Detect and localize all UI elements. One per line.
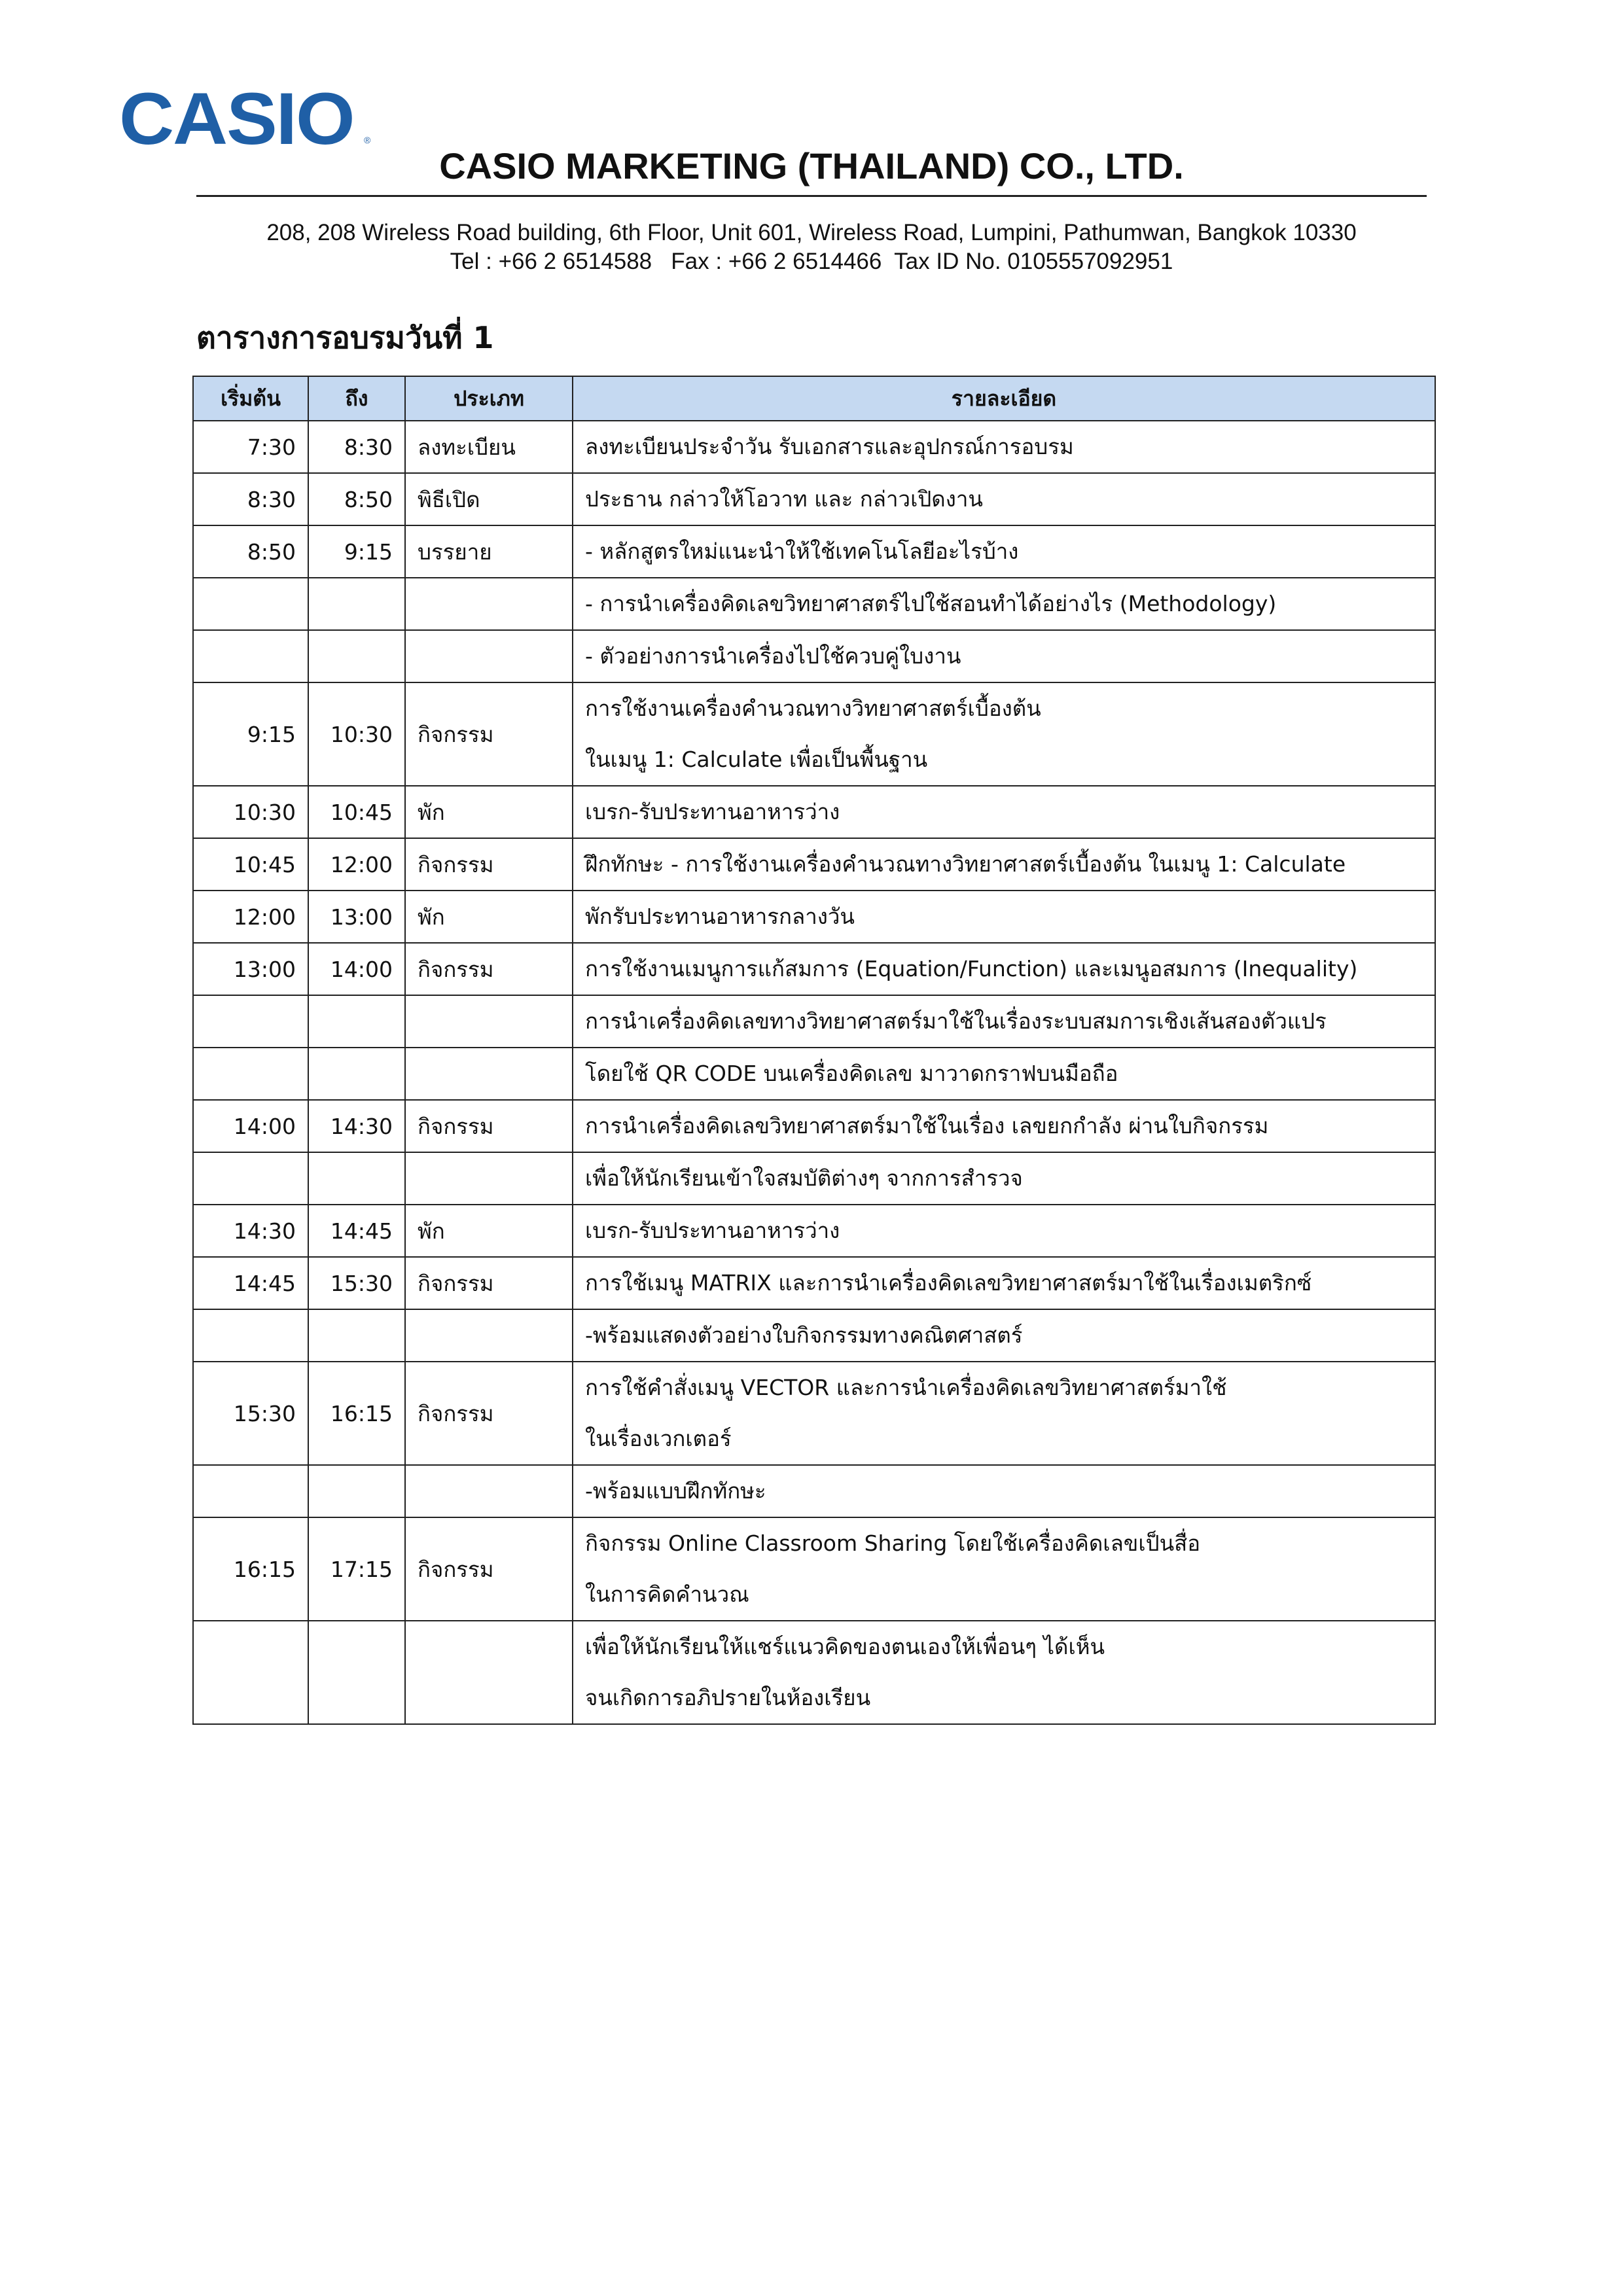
table-row xyxy=(193,682,1435,786)
detail-line: กิจกรรม Online Classroom Sharing โดยใช้เครื่องคิดเลขเป็นสื่อ xyxy=(585,1530,1201,1556)
table-row xyxy=(193,786,1435,838)
detail-line: การนำเครื่องคิดเลขวิทยาศาสตร์มาใช้ในเรื่อง เลขยกกำลัง ผ่านใบกิจกรรม xyxy=(585,1113,1269,1139)
table-row xyxy=(193,1100,1435,1152)
table-row xyxy=(193,995,1435,1048)
cell-end-time xyxy=(308,630,405,682)
cell-type xyxy=(405,995,573,1048)
detail-line: - การนำเครื่องคิดเลขวิทยาศาสตร์ไปใช้สอนทำได้อย่างไร (Methodology) xyxy=(585,591,1277,616)
detail-line: โดยใช้ QR CODE บนเครื่องคิดเลข มาวาดกราฟบนมือถือ xyxy=(585,1061,1118,1086)
cell-detail xyxy=(573,1362,1435,1465)
cell-type xyxy=(405,630,573,682)
cell-start-time xyxy=(193,578,308,630)
cell-end-time: 14:45 xyxy=(308,1205,405,1257)
cell-end-time xyxy=(308,1309,405,1362)
table-row xyxy=(193,1152,1435,1205)
detail-line: การใช้คำสั่งเมนู VECTOR และการนำเครื่องคิดเลขวิทยาศาสตร์มาใช้ xyxy=(585,1375,1227,1400)
cell-start-time: 8:50 xyxy=(193,525,308,578)
detail-line: จนเกิดการอภิปรายในห้องเรียน xyxy=(585,1685,871,1710)
header-divider xyxy=(196,195,1427,197)
cell-start-time: 14:45 xyxy=(193,1257,308,1309)
cell-type xyxy=(405,1152,573,1205)
cell-end-time xyxy=(308,1465,405,1517)
cell-start-time: 13:00 xyxy=(193,943,308,995)
cell-type: กิจกรรม xyxy=(405,1362,573,1465)
cell-type xyxy=(405,1621,573,1724)
cell-end-time: 14:00 xyxy=(308,943,405,995)
cell-detail xyxy=(573,1465,1435,1517)
detail-line: -พร้อมแสดงตัวอย่างใบกิจกรรมทางคณิตศาสตร์ xyxy=(585,1322,1023,1348)
cell-type: กิจกรรม xyxy=(405,943,573,995)
cell-end-time: 8:30 xyxy=(308,421,405,473)
cell-type: กิจกรรม xyxy=(405,1257,573,1309)
cell-detail xyxy=(573,1048,1435,1100)
cell-type: กิจกรรม xyxy=(405,682,573,786)
table-row xyxy=(193,1362,1435,1465)
table-row xyxy=(193,1257,1435,1309)
cell-end-time xyxy=(308,1048,405,1100)
detail-line: เบรก-รับประทานอาหารว่าง xyxy=(585,799,840,824)
table-row xyxy=(193,630,1435,682)
cell-detail xyxy=(573,421,1435,473)
cell-end-time: 10:30 xyxy=(308,682,405,786)
cell-start-time: 14:30 xyxy=(193,1205,308,1257)
detail-line: การใช้เมนู MATRIX และการนำเครื่องคิดเลขวิทยาศาสตร์มาใช้ในเรื่องเมตริกซ์ xyxy=(585,1270,1312,1296)
cell-detail xyxy=(573,786,1435,838)
detail-line: ประธาน กล่าวให้โอวาท และ กล่าวเปิดงาน xyxy=(585,486,983,512)
cell-end-time xyxy=(308,1621,405,1724)
table-row xyxy=(193,1621,1435,1724)
detail-line: ในเรื่องเวกเตอร์ xyxy=(585,1426,732,1451)
cell-type: พัก xyxy=(405,786,573,838)
column-header-type: ประเภท xyxy=(405,376,573,421)
cell-end-time: 16:15 xyxy=(308,1362,405,1465)
cell-end-time xyxy=(308,995,405,1048)
cell-type: กิจกรรม xyxy=(405,1517,573,1621)
cell-end-time: 10:45 xyxy=(308,786,405,838)
cell-type: บรรยาย xyxy=(405,525,573,578)
cell-start-time: 9:15 xyxy=(193,682,308,786)
cell-start-time: 14:00 xyxy=(193,1100,308,1152)
table-row xyxy=(193,1048,1435,1100)
cell-detail xyxy=(573,1621,1435,1724)
page-title: ตารางการอบรมวันที่ 1 xyxy=(196,320,494,355)
cell-start-time: 10:30 xyxy=(193,786,308,838)
casio-logo xyxy=(119,78,354,160)
detail-line: พักรับประทานอาหารกลางวัน xyxy=(585,904,855,929)
cell-start-time xyxy=(193,1152,308,1205)
company-contact: Tel : +66 2 6514588 Fax : +66 2 6514466 Tax ID No. 0105557092951 xyxy=(450,249,1173,274)
schedule-body xyxy=(193,421,1435,1724)
cell-start-time: 10:45 xyxy=(193,838,308,891)
cell-end-time xyxy=(308,1152,405,1205)
detail-line: -พร้อมแบบฝึกทักษะ xyxy=(585,1478,766,1504)
cell-end-time: 17:15 xyxy=(308,1517,405,1621)
cell-start-time xyxy=(193,1309,308,1362)
detail-line: ลงทะเบียนประจำวัน รับเอกสารและอุปกรณ์การอบรม xyxy=(585,434,1074,459)
cell-type xyxy=(405,1309,573,1362)
cell-type xyxy=(405,1048,573,1100)
detail-line: - ตัวอย่างการนำเครื่องไปใช้ควบคู่ใบงาน xyxy=(585,643,961,669)
cell-type: กิจกรรม xyxy=(405,838,573,891)
cell-type: พิธีเปิด xyxy=(405,473,573,525)
column-header-start: เริ่มต้น xyxy=(193,376,308,421)
column-header-detail: รายละเอียด xyxy=(573,376,1435,421)
table-row xyxy=(193,473,1435,525)
cell-detail xyxy=(573,1152,1435,1205)
cell-detail xyxy=(573,578,1435,630)
cell-start-time: 16:15 xyxy=(193,1517,308,1621)
detail-line: การใช้งานเมนูการแก้สมการ (Equation/Function) และเมนูอสมการ (Inequality) xyxy=(585,956,1358,981)
schedule-table xyxy=(192,376,1436,1725)
detail-line: ฝึกทักษะ - การใช้งานเครื่องคำนวณทางวิทยาศาสตร์เบื้องต้น ในเมนู 1: Calculate xyxy=(585,851,1346,877)
cell-start-time xyxy=(193,1621,308,1724)
cell-start-time xyxy=(193,1465,308,1517)
cell-end-time: 9:15 xyxy=(308,525,405,578)
cell-start-time: 15:30 xyxy=(193,1362,308,1465)
registered-mark: ® xyxy=(364,135,371,145)
cell-type: พัก xyxy=(405,1205,573,1257)
cell-detail xyxy=(573,943,1435,995)
detail-line: การใช้งานเครื่องคำนวณทางวิทยาศาสตร์เบื้องต้น xyxy=(585,696,1041,721)
cell-start-time xyxy=(193,1048,308,1100)
detail-line: ในการคิดคำนวณ xyxy=(585,1581,749,1607)
table-row xyxy=(193,943,1435,995)
cell-detail xyxy=(573,1100,1435,1152)
cell-detail xyxy=(573,630,1435,682)
detail-line: - หลักสูตรใหม่แนะนำให้ใช้เทคโนโลยีอะไรบ้าง xyxy=(585,539,1019,564)
cell-type xyxy=(405,1465,573,1517)
company-name: CASIO MARKETING (THAILAND) CO., LTD. xyxy=(439,145,1184,186)
table-row xyxy=(193,421,1435,473)
logo-text: CASIO xyxy=(119,78,354,160)
table-row xyxy=(193,1517,1435,1621)
table-row xyxy=(193,891,1435,943)
cell-type: พัก xyxy=(405,891,573,943)
detail-line: ในเมนู 1: Calculate เพื่อเป็นพื้นฐาน xyxy=(585,747,928,772)
cell-end-time xyxy=(308,578,405,630)
detail-line: เพื่อให้นักเรียนให้แชร์แนวคิดของตนเองให้เพื่อนๆ ได้เห็น xyxy=(585,1634,1105,1659)
cell-detail xyxy=(573,1517,1435,1621)
cell-detail xyxy=(573,1257,1435,1309)
cell-detail xyxy=(573,473,1435,525)
cell-detail xyxy=(573,995,1435,1048)
cell-end-time: 12:00 xyxy=(308,838,405,891)
cell-detail xyxy=(573,838,1435,891)
cell-detail xyxy=(573,1309,1435,1362)
cell-end-time: 8:50 xyxy=(308,473,405,525)
cell-detail xyxy=(573,525,1435,578)
table-row xyxy=(193,838,1435,891)
table-row xyxy=(193,578,1435,630)
cell-start-time xyxy=(193,995,308,1048)
detail-line: เพื่อให้นักเรียนเข้าใจสมบัติต่างๆ จากการสำรวจ xyxy=(585,1165,1023,1191)
cell-start-time: 12:00 xyxy=(193,891,308,943)
cell-type xyxy=(405,578,573,630)
cell-end-time: 14:30 xyxy=(308,1100,405,1152)
cell-type: กิจกรรม xyxy=(405,1100,573,1152)
table-row xyxy=(193,525,1435,578)
column-header-end: ถึง xyxy=(308,376,405,421)
company-address: 208, 208 Wireless Road building, 6th Floor, Unit 601, Wireless Road, Lumpini, Pathumwan, Bangkok 10330 xyxy=(266,220,1357,245)
table-row xyxy=(193,1205,1435,1257)
table-row xyxy=(193,1465,1435,1517)
detail-line: การนำเครื่องคิดเลขทางวิทยาศาสตร์มาใช้ในเรื่องระบบสมการเชิงเส้นสองตัวแปร xyxy=(585,1008,1327,1034)
cell-end-time: 15:30 xyxy=(308,1257,405,1309)
table-header-row xyxy=(193,376,1435,421)
cell-type: ลงทะเบียน xyxy=(405,421,573,473)
detail-line: เบรก-รับประทานอาหารว่าง xyxy=(585,1218,840,1243)
cell-detail xyxy=(573,682,1435,786)
cell-detail xyxy=(573,1205,1435,1257)
cell-start-time: 8:30 xyxy=(193,473,308,525)
cell-end-time: 13:00 xyxy=(308,891,405,943)
cell-start-time xyxy=(193,630,308,682)
cell-detail xyxy=(573,891,1435,943)
table-row xyxy=(193,1309,1435,1362)
cell-start-time: 7:30 xyxy=(193,421,308,473)
